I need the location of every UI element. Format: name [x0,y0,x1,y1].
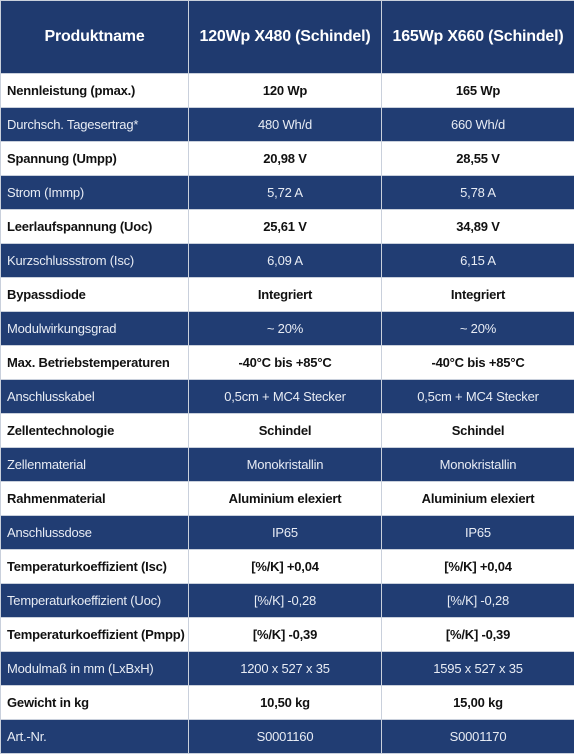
row-value-120wp: [%/K] -0,28 [189,584,382,618]
row-value-120wp: -40°C bis +85°C [189,346,382,380]
row-value-120wp: S0001160 [189,720,382,754]
table-row [1,550,574,584]
row-label: Temperaturkoeffizient (Uoc) [1,584,189,618]
table-row [1,74,574,108]
table-row [1,244,574,278]
header-row [1,1,574,74]
table-row [1,720,574,754]
row-value-165wp: 6,15 A [382,244,574,278]
row-value-165wp: -40°C bis +85°C [382,346,574,380]
row-value-165wp: 34,89 V [382,210,574,244]
row-value-165wp: ~ 20% [382,312,574,346]
row-value-165wp: Integriert [382,278,574,312]
table-row [1,516,574,550]
row-value-165wp: 0,5cm + MC4 Stecker [382,380,574,414]
table-row [1,482,574,516]
row-value-120wp: 1200 x 527 x 35 [189,652,382,686]
header-product-name: Produktname [1,1,189,74]
row-value-120wp: 20,98 V [189,142,382,176]
header-product-120wp: 120Wp X480 (Schindel) [189,1,382,74]
row-value-165wp: 5,78 A [382,176,574,210]
table-row [1,652,574,686]
row-label: Bypassdiode [1,278,189,312]
table-row [1,584,574,618]
row-value-120wp: ~ 20% [189,312,382,346]
table-row [1,686,574,720]
row-value-120wp: [%/K] +0,04 [189,550,382,584]
row-value-165wp: Schindel [382,414,574,448]
row-label: Art.-Nr. [1,720,189,754]
row-label: Max. Betriebstemperaturen [1,346,189,380]
row-label: Modulmaß in mm (LxBxH) [1,652,189,686]
row-label: Zellentechnologie [1,414,189,448]
row-label: Leerlaufspannung (Uoc) [1,210,189,244]
row-label: Zellenmaterial [1,448,189,482]
table-row [1,278,574,312]
row-label: Rahmenmaterial [1,482,189,516]
table-row [1,448,574,482]
row-value-165wp: S0001170 [382,720,574,754]
row-value-120wp: IP65 [189,516,382,550]
table-row [1,142,574,176]
row-value-165wp: [%/K] +0,04 [382,550,574,584]
row-label: Modulwirkungsgrad [1,312,189,346]
row-value-165wp: Monokristallin [382,448,574,482]
table-header [1,1,574,74]
row-label: Durchsch. Tagesertrag* [1,108,189,142]
row-label: Spannung (Umpp) [1,142,189,176]
row-label: Anschlusskabel [1,380,189,414]
table-row [1,108,574,142]
row-value-165wp: 1595 x 527 x 35 [382,652,574,686]
row-label: Kurzschlussstrom (Isc) [1,244,189,278]
row-value-120wp: Integriert [189,278,382,312]
row-label: Temperaturkoeffizient (Pmpp) [1,618,189,652]
row-value-120wp: 25,61 V [189,210,382,244]
row-label: Strom (Immp) [1,176,189,210]
table-row [1,414,574,448]
row-label: Temperaturkoeffizient (Isc) [1,550,189,584]
row-value-165wp: 660 Wh/d [382,108,574,142]
row-value-165wp: Aluminium elexiert [382,482,574,516]
row-value-165wp: IP65 [382,516,574,550]
row-value-165wp: [%/K] -0,39 [382,618,574,652]
table-row [1,176,574,210]
table-row [1,210,574,244]
table-row [1,312,574,346]
row-value-165wp: 165 Wp [382,74,574,108]
header-product-165wp: 165Wp X660 (Schindel) [382,1,574,74]
row-label: Anschlussdose [1,516,189,550]
row-label: Gewicht in kg [1,686,189,720]
row-value-165wp: 15,00 kg [382,686,574,720]
row-value-120wp: 120 Wp [189,74,382,108]
row-value-120wp: 0,5cm + MC4 Stecker [189,380,382,414]
row-value-120wp: 6,09 A [189,244,382,278]
row-value-120wp: 480 Wh/d [189,108,382,142]
row-value-120wp: 5,72 A [189,176,382,210]
row-value-165wp: 28,55 V [382,142,574,176]
table-row [1,346,574,380]
row-value-120wp: Schindel [189,414,382,448]
row-label: Nennleistung (pmax.) [1,74,189,108]
table-row [1,618,574,652]
row-value-120wp: Aluminium elexiert [189,482,382,516]
row-value-120wp: 10,50 kg [189,686,382,720]
row-value-165wp: [%/K] -0,28 [382,584,574,618]
row-value-120wp: Monokristallin [189,448,382,482]
row-value-120wp: [%/K] -0,39 [189,618,382,652]
table-body [1,74,574,754]
table-row [1,380,574,414]
